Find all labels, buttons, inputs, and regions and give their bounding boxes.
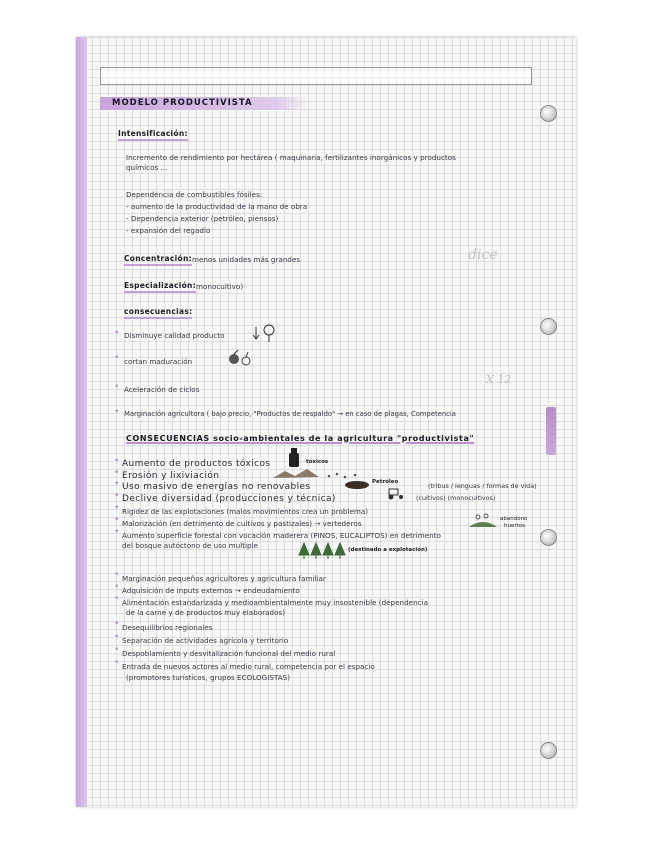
- bullet: •: [114, 328, 120, 338]
- bullet: •: [114, 468, 120, 478]
- bullet: •: [114, 582, 120, 592]
- list-item: del bosque autóctono de uso multiple: [122, 541, 258, 550]
- binder-hole: [540, 318, 557, 335]
- especializacion-label: Especialización:: [124, 281, 196, 290]
- list-item: Aumento superficie forestal con vocación maderera (PINOS, EUCALIPTOS) en detrimento: [122, 531, 441, 540]
- bullet: •: [114, 382, 120, 392]
- notebook-page: [76, 37, 576, 807]
- bullet: •: [114, 632, 120, 642]
- bullet: •: [114, 527, 120, 537]
- consecuencias-heading: consecuencias:: [124, 307, 192, 316]
- tree-arrow-icon: [252, 323, 278, 343]
- list-item: Desequilibrios regionales: [122, 623, 213, 632]
- concentracion-label: Concentración:: [124, 254, 192, 263]
- list-item: Uso masivo de energías no renovables: [122, 482, 311, 492]
- list-item: de la carne y de productos muy elaborados): [126, 608, 286, 617]
- section-heading: Intensificación:: [118, 129, 188, 138]
- text-line: Dependencia de combustibles fósiles:: [126, 190, 263, 199]
- list-item: Rigidez de las explotaciones (malos movimientos crea un problema): [122, 507, 369, 516]
- bullet: •: [114, 491, 120, 501]
- binder-hole: [540, 529, 557, 546]
- list-item: Disminuye calidad producto: [124, 331, 225, 340]
- bullet: •: [114, 658, 120, 668]
- list-item: - aumento de la productividad de la mano de obra: [126, 202, 308, 211]
- text-line: químicos ...: [126, 163, 168, 172]
- socio-heading: CONSECUENCIAS socio-ambientales de la agricultura "productivista": [126, 434, 475, 443]
- page-title: MODELO PRODUCTIVISTA: [100, 97, 308, 110]
- bullet: •: [114, 503, 120, 513]
- annotation: (destinado a explotación): [348, 547, 428, 553]
- bullet: •: [114, 645, 120, 655]
- bottle-icon: [286, 447, 302, 469]
- annotation: tóxicos: [306, 459, 329, 465]
- especializacion-text: monocultivo): [196, 282, 244, 291]
- text-line: Incremento de rendimiento por hectárea ( maquinaria, fertilizantes inorgánicos y productos: [126, 153, 456, 162]
- bullet: •: [114, 407, 120, 417]
- list-item: Despoblamiento y desvitalización funcional del medio rural: [122, 649, 336, 658]
- margin-strip: [76, 37, 87, 807]
- list-item: - expansión del regadío: [126, 226, 211, 235]
- list-item: Declive diversidad (producciones y técnica): [122, 494, 336, 504]
- landscape-icon: [468, 513, 498, 529]
- pine-trees-icon: [298, 541, 346, 561]
- annotation: (tribus / lenguas / formas de vida): [428, 482, 537, 490]
- annotation: (cultivos) (monocultivos): [416, 494, 496, 502]
- bullet: •: [114, 353, 120, 363]
- list-item: Aceleración de ciclos: [124, 385, 200, 394]
- bullet: •: [114, 594, 120, 604]
- ghost-mark: X 12: [486, 373, 512, 386]
- list-item: Malorización (en detrimento de cultivos y pastizales) → vertederos: [122, 519, 362, 528]
- list-item: cortan maduración: [124, 357, 193, 366]
- bullet: •: [114, 570, 120, 580]
- list-item: (promotores turísticos, grupos ECOLOGISTAS): [126, 673, 291, 682]
- list-item: Adquisición de inputs externos → endeudamiento: [122, 586, 300, 595]
- list-item: Separación de actividades agrícola y territorio: [122, 636, 289, 645]
- binder-hole: [540, 105, 557, 122]
- fruit-icon: [226, 349, 256, 367]
- list-item: Marginación agricultora ( bajo precio, "Productos de respaldo" → en caso de plagas, Competencia: [124, 410, 456, 418]
- page-tab: [546, 407, 556, 455]
- list-item: - Dependencia exterior (petróleo, piensos): [126, 214, 279, 223]
- annotation: abandono: [500, 516, 528, 522]
- oil-icon: [344, 480, 370, 490]
- list-item: Erosión y lixiviación: [122, 471, 220, 481]
- concentracion-text: menos unidades más grandes: [192, 255, 301, 264]
- list-item: Alimentación estandarizada y medioambientalmente muy insostenible (dependencia: [122, 598, 428, 607]
- bullet: •: [114, 515, 120, 525]
- annotation: Petróleo: [372, 479, 399, 485]
- binder-hole: [540, 742, 557, 759]
- bullet: •: [114, 479, 120, 489]
- bullet: •: [114, 619, 120, 629]
- ghost-mark: dice: [468, 247, 498, 263]
- header-box: [100, 67, 532, 85]
- list-item: Marginación pequeños agricultores y agricultura familiar: [122, 574, 326, 583]
- bullet: •: [114, 456, 120, 466]
- list-item: Entrada de nuevos actores al medio rural, competencia por el espacio: [122, 662, 375, 671]
- terrain-icon: [271, 467, 366, 479]
- annotation: huertos: [504, 523, 526, 529]
- tractor-icon: [386, 486, 406, 500]
- list-item: Aumento de productos tóxicos: [122, 459, 271, 469]
